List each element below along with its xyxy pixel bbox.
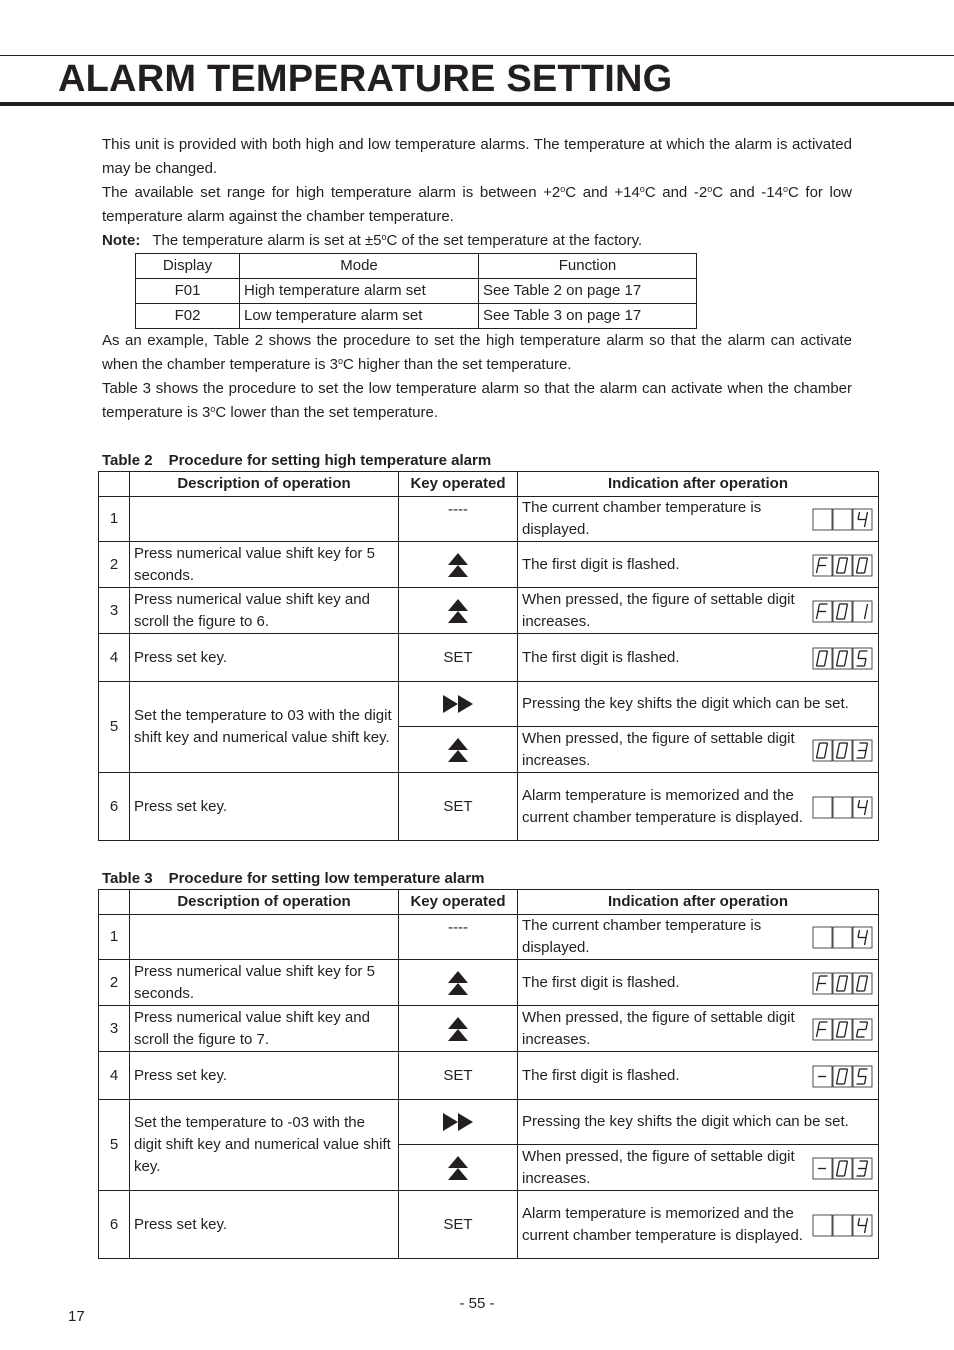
step-number: 6: [99, 1191, 130, 1259]
modes-header-mode: Mode: [240, 254, 479, 279]
indication: [518, 588, 879, 634]
lcd-display: [812, 970, 874, 996]
table3-number: Table 3: [102, 870, 153, 887]
step-number: 4: [99, 634, 130, 682]
table-row: [99, 634, 879, 682]
table-row: [99, 915, 879, 960]
indication-text: The current chamber temperature is displayed.: [522, 917, 762, 956]
table-row: [99, 773, 879, 841]
up-arrow-icon: [447, 1155, 469, 1181]
step-number: 2: [99, 542, 130, 588]
step-description: Set the temperature to -03 with the digit shift key and numerical value shift key.: [130, 1100, 399, 1191]
step-number: 5: [99, 682, 130, 773]
note-text: The temperature alarm is set at $\pm 5^oC$ of the set temperature at the factory.: [152, 232, 643, 249]
key-operated: SET: [399, 1191, 518, 1259]
indication-text: When pressed, the figure of settable digit increases.: [522, 1008, 795, 1048]
key-operated: [399, 542, 518, 588]
lcd-display: [812, 645, 874, 671]
key-operated: [399, 682, 518, 727]
header-number: [99, 472, 130, 497]
indication-content: [522, 970, 874, 996]
indication-text: Alarm temperature is memorized and the current chamber temperature is displayed.: [522, 786, 803, 826]
step-number: 4: [99, 1052, 130, 1100]
indication-content: [522, 915, 874, 959]
intro-paragraph-4: Table 3 shows the procedure to set the low temperature alarm so that the alarm can activate when the chamber temperature is 3$^o$C lower than the set temperature.: [102, 380, 852, 421]
step-description: [130, 497, 399, 542]
indication: [518, 960, 879, 1006]
step-description: Press numerical value shift key and scroll the figure to 6.: [130, 588, 399, 634]
indication-text: When pressed, the figure of settable digit increases.: [522, 729, 795, 769]
step-description: Press set key.: [130, 1191, 399, 1259]
header-key: Key operated: [399, 472, 518, 497]
header-indication: Indication after operation: [518, 472, 879, 497]
up-arrow-icon: [447, 970, 469, 996]
indication-content: [522, 589, 874, 633]
table3-procedure: [98, 889, 879, 1259]
indication-content: [522, 497, 874, 541]
header-description: Description of operation: [130, 890, 399, 915]
table2-caption: [102, 452, 491, 469]
indication: [518, 1006, 879, 1052]
mode-name: Low temperature alarm set: [240, 304, 479, 329]
key-operated: SET: [399, 773, 518, 841]
page-number: - 55 -: [459, 1295, 495, 1312]
step-description: [130, 915, 399, 960]
table3-caption: [102, 870, 485, 887]
step-number: 3: [99, 588, 130, 634]
modes-header-display: Display: [136, 254, 240, 279]
lcd-display: [812, 552, 874, 578]
modes-table-header: [136, 254, 697, 279]
step-description: Press numerical value shift key for 5 seconds.: [130, 960, 399, 1006]
indication-text: Pressing the key shifts the digit which can be set.: [522, 1113, 849, 1130]
mode-display: F01: [136, 279, 240, 304]
lcd-display: [812, 737, 874, 763]
key-operated: ----: [399, 497, 518, 542]
intro-paragraph-3: As an example, Table 2 shows the procedure to set the high temperature alarm so that the alarm can activate when the chamber temperature is 3$^o$C higher than the set temperature.: [102, 332, 852, 373]
table-row: [136, 279, 697, 304]
page-number-left: 17: [68, 1308, 85, 1325]
table-header-row: [99, 890, 879, 915]
step-description: Press numerical value shift key and scroll the figure to 7.: [130, 1006, 399, 1052]
table-row: [99, 588, 879, 634]
table-row: [99, 960, 879, 1006]
lcd-display: [812, 924, 874, 950]
table-row: [99, 542, 879, 588]
step-description: Set the temperature to 03 with the digit shift key and numerical value shift key.: [130, 682, 399, 773]
indication-text: Pressing the key shifts the digit which can be set.: [522, 695, 849, 712]
table2-title: Procedure for setting high temperature alarm: [168, 452, 492, 469]
header-description: Description of operation: [130, 472, 399, 497]
step-number: 3: [99, 1006, 130, 1052]
indication-text: The current chamber temperature is displayed.: [522, 499, 762, 538]
indication-content: [522, 693, 874, 715]
table-header-row: [99, 472, 879, 497]
indication: [518, 1052, 879, 1100]
indication-content: [522, 645, 874, 671]
table2-procedure: [98, 471, 879, 841]
indication: [518, 1100, 879, 1145]
indication: [518, 727, 879, 773]
indication: [518, 915, 879, 960]
mode-function: See Table 2 on page 17: [479, 279, 697, 304]
table-row: [99, 682, 879, 727]
key-operated: [399, 960, 518, 1006]
indication-content: [522, 1007, 874, 1051]
lcd-display: [812, 506, 874, 532]
double-right-arrow-icon: [442, 694, 474, 714]
indication-content: [522, 785, 874, 829]
step-number: 6: [99, 773, 130, 841]
indication-content: [522, 1203, 874, 1247]
indication: [518, 682, 879, 727]
intro-section: [102, 133, 852, 425]
title-rule: [0, 102, 954, 106]
step-description: Press set key.: [130, 634, 399, 682]
key-operated: SET: [399, 634, 518, 682]
indication: [518, 634, 879, 682]
table-row: [99, 1191, 879, 1259]
indication-content: [522, 552, 874, 578]
step-description: Press set key.: [130, 1052, 399, 1100]
lcd-display: [812, 598, 874, 624]
key-operated: [399, 727, 518, 773]
lcd-display: [812, 1063, 874, 1089]
key-operated: [399, 1145, 518, 1191]
step-number: 1: [99, 915, 130, 960]
table2-number: Table 2: [102, 452, 153, 469]
mode-function: See Table 3 on page 17: [479, 304, 697, 329]
key-operated: ----: [399, 915, 518, 960]
indication: [518, 1191, 879, 1259]
lcd-display: [812, 794, 874, 820]
step-number: 2: [99, 960, 130, 1006]
header-key: Key operated: [399, 890, 518, 915]
top-rule: [0, 55, 954, 56]
modes-header-function: Function: [479, 254, 697, 279]
indication-text: Alarm temperature is memorized and the current chamber temperature is displayed.: [522, 1204, 803, 1244]
table3-title: Procedure for setting low temperature alarm: [168, 870, 485, 887]
intro-paragraph-2: The available set range for high temperature alarm is between $+2^oC$ and $+14^oC$ and -2$^o$C and -14$^o$C for low temperature alarm against the chamber temperature.: [102, 184, 853, 225]
mode-name: High temperature alarm set: [240, 279, 479, 304]
modes-table: [135, 253, 697, 329]
double-right-arrow-icon: [442, 1112, 474, 1132]
indication: [518, 773, 879, 841]
header-number: [99, 890, 130, 915]
intro-paragraph-1: This unit is provided with both high and low temperature alarms. The temperature at which the alarm is activated may be changed.: [102, 136, 852, 177]
note: [102, 229, 852, 253]
page-title: ALARM TEMPERATURE SETTING: [58, 58, 673, 100]
key-operated: [399, 588, 518, 634]
lcd-display: [812, 1212, 874, 1238]
key-operated: [399, 1100, 518, 1145]
indication-text: The first digit is flashed.: [522, 555, 680, 573]
indication-text: When pressed, the figure of settable digit increases.: [522, 1147, 795, 1187]
step-number: 5: [99, 1100, 130, 1191]
lcd-display: [812, 1155, 874, 1181]
step-number: 1: [99, 497, 130, 542]
table-row: [99, 1100, 879, 1145]
table-row: [99, 1052, 879, 1100]
table-row: [136, 304, 697, 329]
indication-text: When pressed, the figure of settable digit increases.: [522, 590, 795, 630]
indication-text: The first digit is flashed.: [522, 1066, 680, 1084]
up-arrow-icon: [447, 552, 469, 578]
indication-content: [522, 1146, 874, 1190]
indication-content: [522, 728, 874, 772]
key-operated: SET: [399, 1052, 518, 1100]
indication-text: The first digit is flashed.: [522, 648, 680, 666]
table-row: [99, 497, 879, 542]
note-label: Note:: [102, 232, 141, 249]
header-indication: Indication after operation: [518, 890, 879, 915]
indication: [518, 497, 879, 542]
indication: [518, 1145, 879, 1191]
step-description: Press set key.: [130, 773, 399, 841]
key-operated: [399, 1006, 518, 1052]
up-arrow-icon: [447, 1016, 469, 1042]
table-row: [99, 1006, 879, 1052]
indication-content: [522, 1111, 874, 1133]
step-description: Press numerical value shift key for 5 seconds.: [130, 542, 399, 588]
up-arrow-icon: [447, 598, 469, 624]
lcd-display: [812, 1016, 874, 1042]
indication: [518, 542, 879, 588]
up-arrow-icon: [447, 737, 469, 763]
indication-content: [522, 1063, 874, 1089]
mode-display: F02: [136, 304, 240, 329]
indication-text: The first digit is flashed.: [522, 973, 680, 991]
